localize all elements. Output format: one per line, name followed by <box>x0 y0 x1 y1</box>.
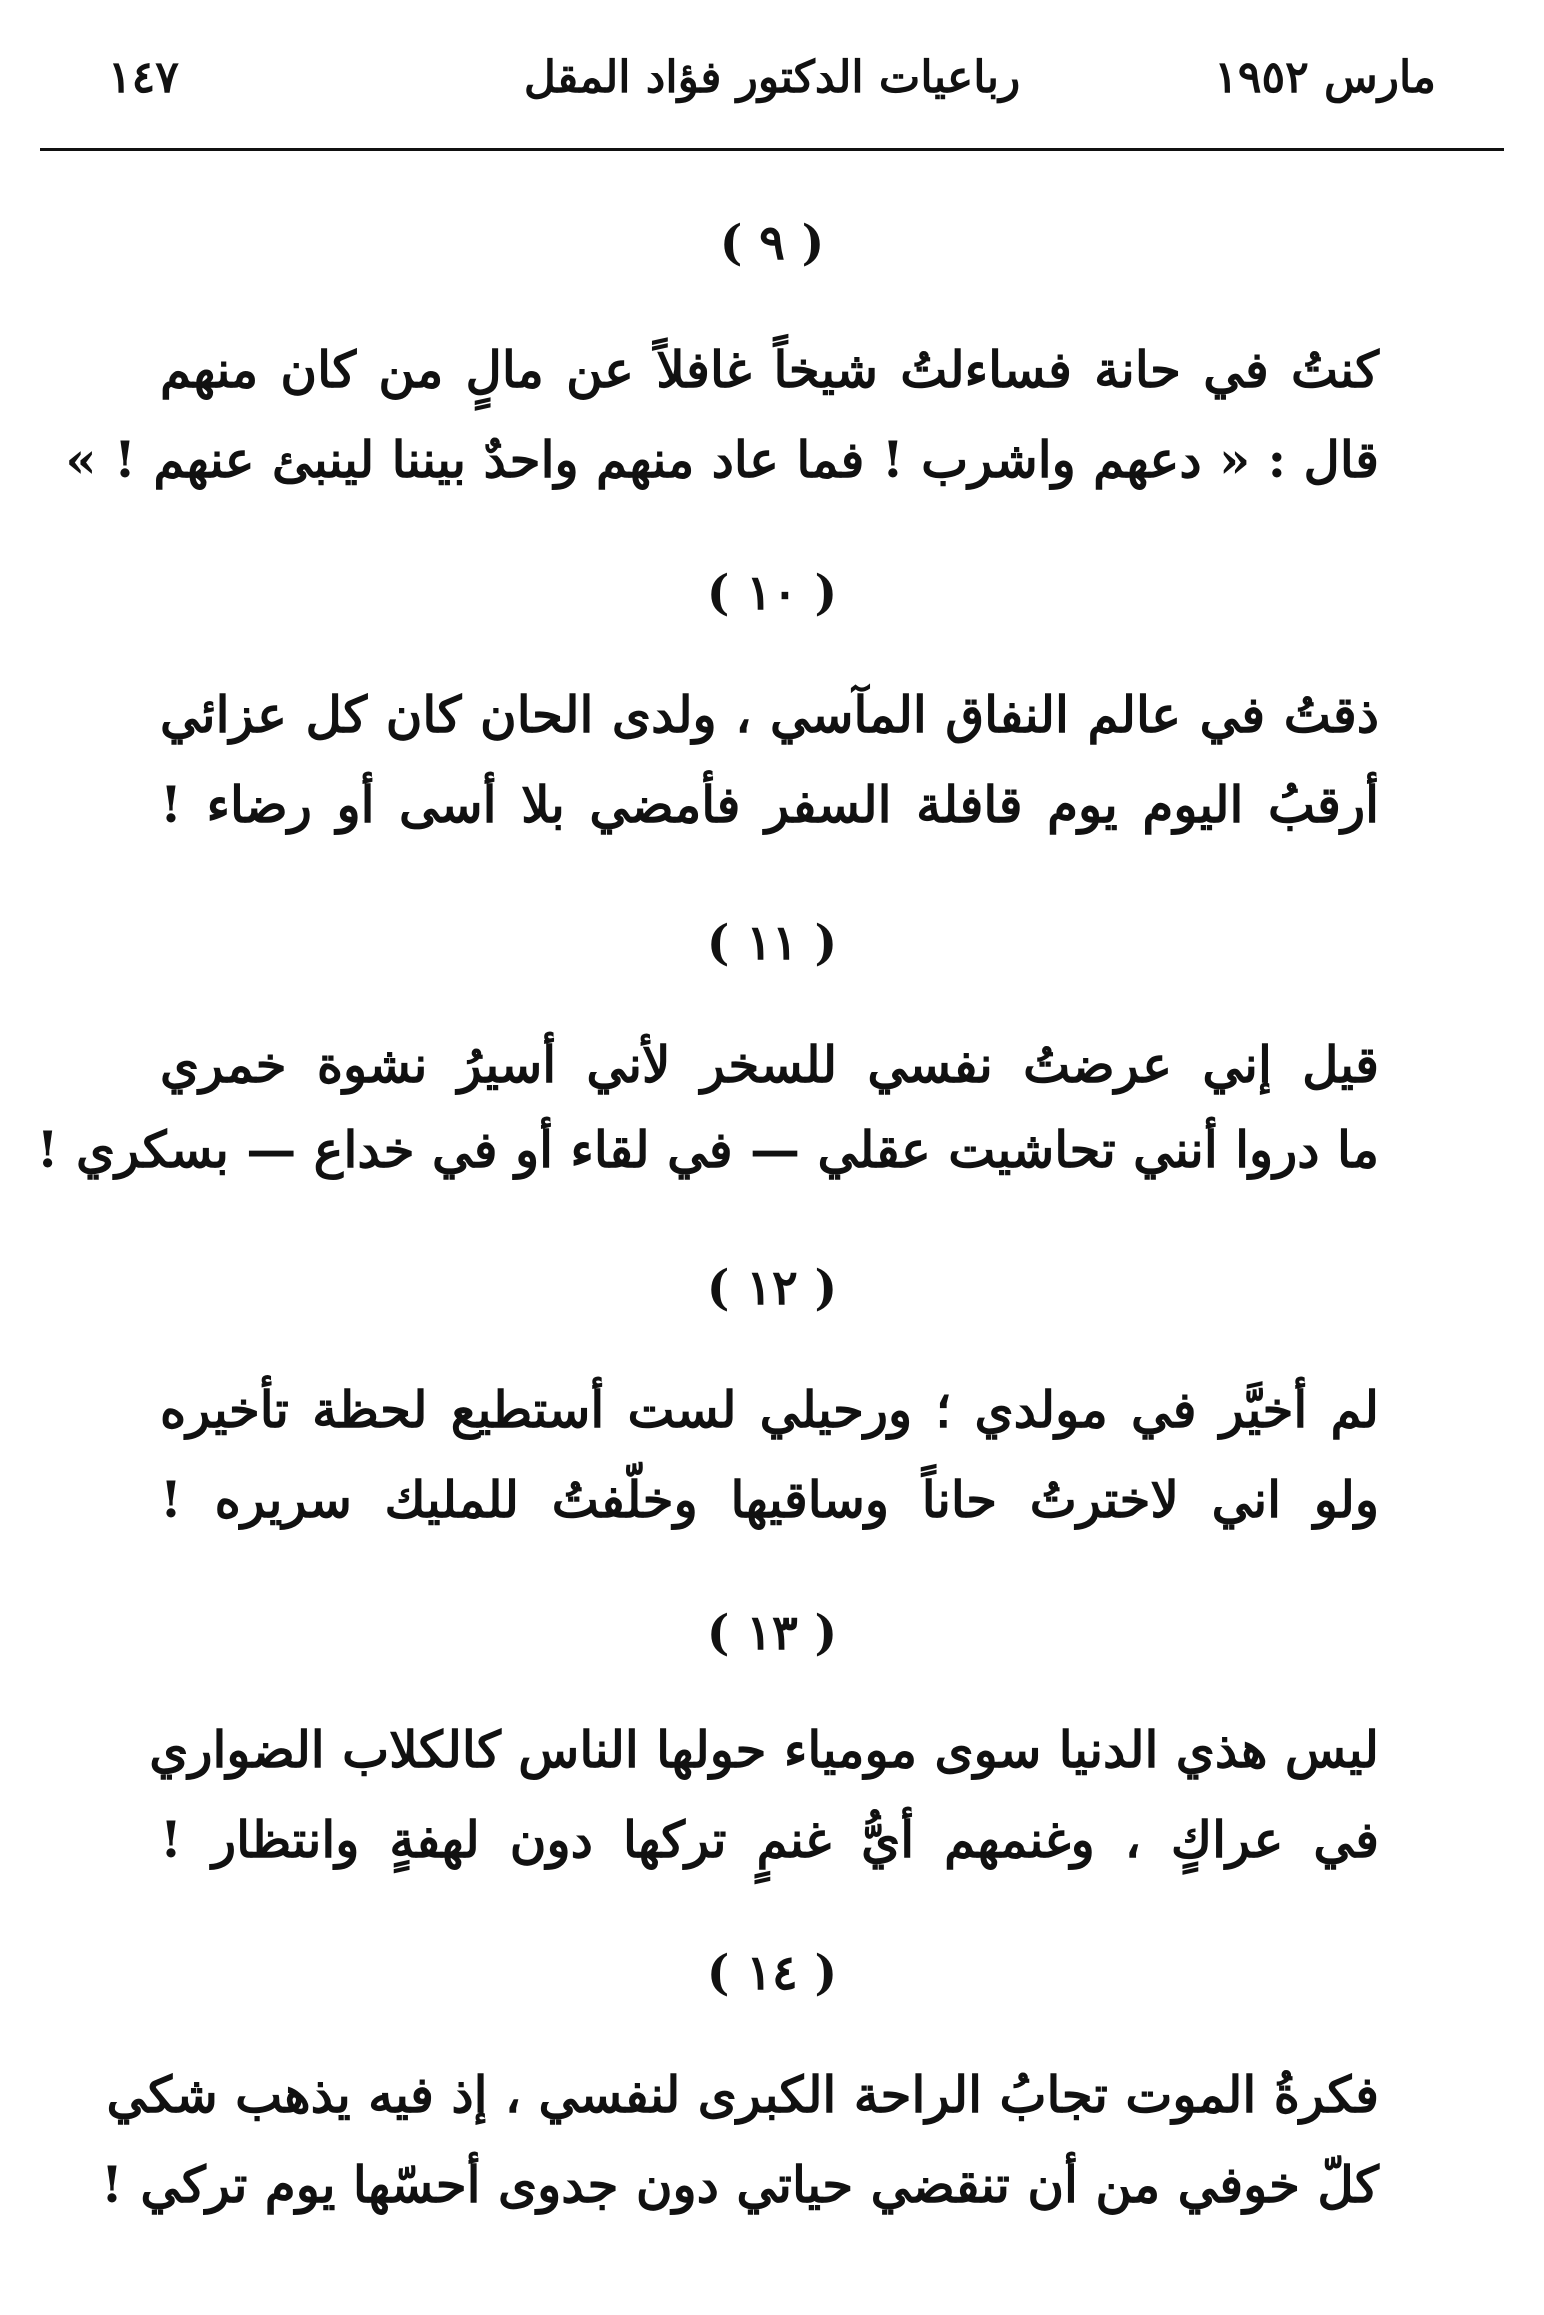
verse-line: كنتُ في حانة فساءلتُ شيخاً غافلاً عن مالٍ من كان منهم <box>160 340 1379 399</box>
page-number: ١٤٧ <box>108 52 179 103</box>
verse-line: ولو اني لاخترتُ حاناً وساقيها وخلّفتُ للمليك سريره ! <box>160 1470 1379 1529</box>
stanza-number-13: ( ١٣ ) <box>706 1605 838 1661</box>
verse-line: ذقتُ في عالم النفاق المآسي ، ولدى الحان كان كل عزائي <box>160 685 1379 744</box>
verse-line: في عراكٍ ، وغنمهم أيُّ غنمٍ تركها دون لهفةٍ وانتظار ! <box>160 1810 1379 1869</box>
verse-line: قيل إني عرضتُ نفسي للسخر لأني أسيرُ نشوة خمري <box>160 1035 1379 1094</box>
verse-line: قال : « دعهم واشرب ! فما عاد منهم واحدٌ بيننا لينبئ عنهم ! » <box>65 430 1379 489</box>
verse-line: لم أخيَّر في مولدي ؛ ورحيلي لست أستطيع لحظة تأخيره <box>160 1380 1379 1439</box>
header-title: رباعيات الدكتور فؤاد المقل <box>523 52 1021 103</box>
stanza-number-10: ( ١٠ ) <box>706 565 838 621</box>
header-date: مارس ١٩٥٢ <box>1214 52 1436 103</box>
header-divider <box>40 148 1504 151</box>
stanza-number-14: ( ١٤ ) <box>706 1945 838 2001</box>
stanza-number-9: ( ٩ ) <box>719 215 825 271</box>
stanza-number-11: ( ١١ ) <box>706 915 838 971</box>
verse-line: ليس هذي الدنيا سوى مومياء حولها الناس كالكلاب الضواري <box>149 1720 1379 1779</box>
verse-line: أرقبُ اليوم يوم قافلة السفر فأمضي بلا أسى أو رضاء ! <box>160 775 1379 834</box>
verse-line: كلّ خوفي من أن تنقضي حياتي دون جدوى أحسّها يوم تركي ! <box>101 2155 1379 2214</box>
running-header <box>70 42 1474 132</box>
verse-line: فكرةُ الموت تجابُ الراحة الكبرى لنفسي ، إذ فيه يذهب شكي <box>106 2065 1379 2124</box>
stanza-number-12: ( ١٢ ) <box>706 1260 838 1316</box>
verse-line: ما دروا أنني تحاشيت عقلي — في لقاء أو في خداع — بسكري ! <box>36 1120 1379 1179</box>
